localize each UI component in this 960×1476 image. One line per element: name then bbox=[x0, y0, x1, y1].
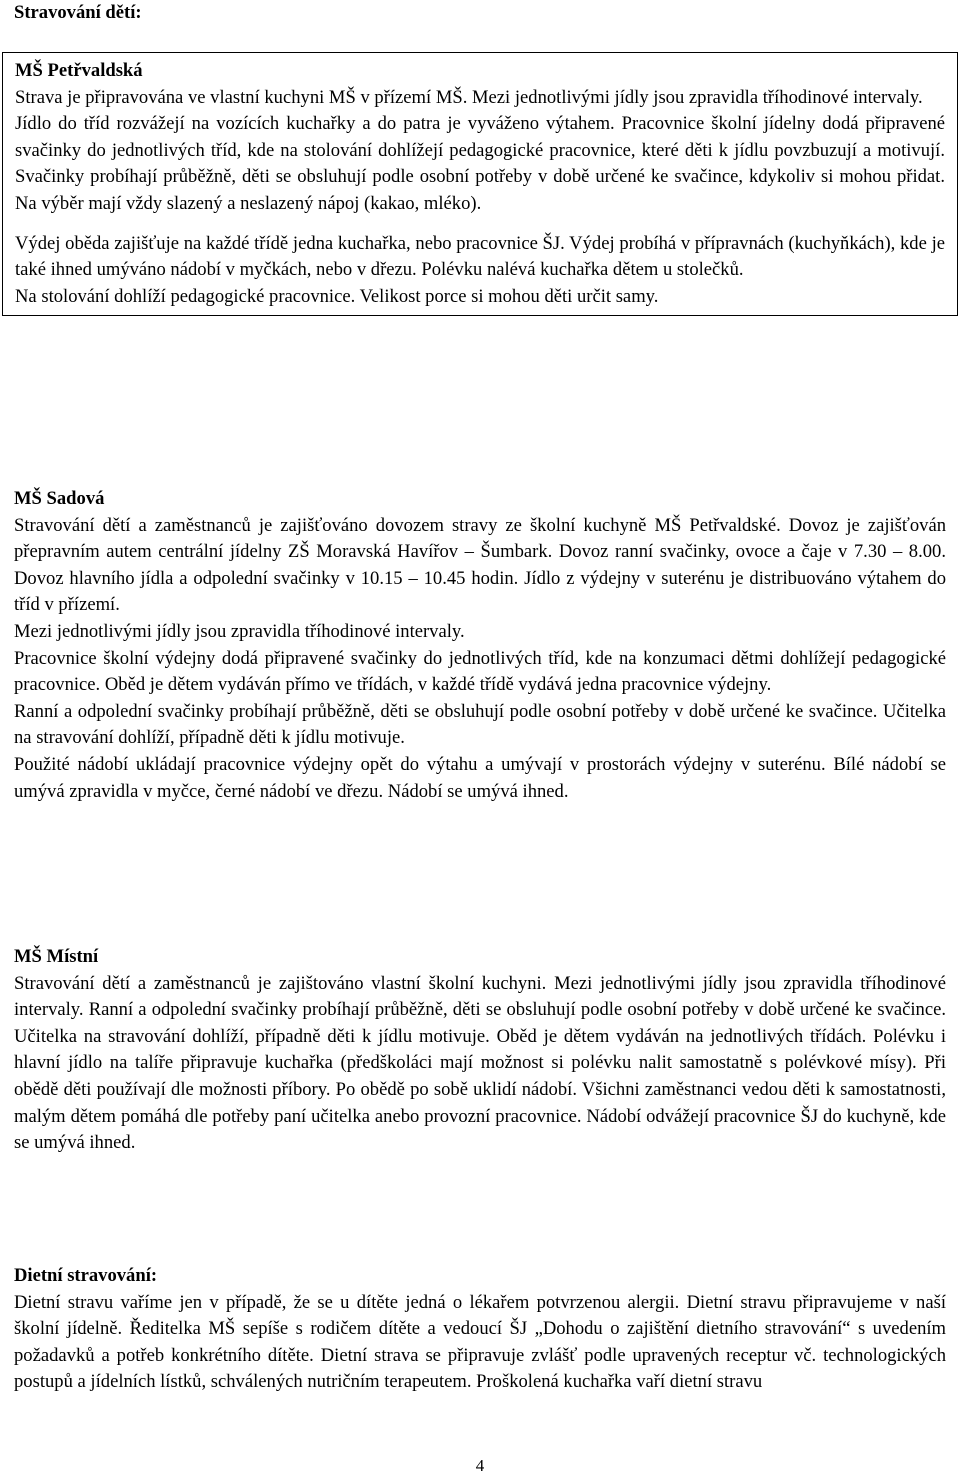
section-dietni-stravovani bbox=[14, 1263, 946, 1396]
section-title: MŠ Sadová bbox=[14, 488, 105, 509]
page-number: 4 bbox=[475, 1456, 485, 1475]
section-ms-mistni bbox=[14, 944, 946, 1157]
paragraph: Strava je připravována ve vlastní kuchyni MŠ v přízemí MŠ. Mezi jednotlivými jídly jsou zpravidla tříhodinové intervaly. bbox=[15, 86, 923, 108]
paragraph: Jídlo do tříd rozvážejí na vozících kuchařky a do patra je vyváženo výtahem. Pracovnice školní jídelny dodá připravené svačinky do jednotlivých tříd, kde na stolování dohlížejí pedagogické pracovnice, které děti k jídlu povzbuzují a motivují. Svačinky probíhají průběžně, děti se obsluhují podle osobní potřeby v době určené ke svačince, kdykoliv si mohou přidat. Na výběr mají vždy slazený a neslazený nápoj (kakao, mléko). bbox=[15, 113, 945, 214]
main-heading: Stravování dětí: bbox=[14, 2, 142, 23]
section-ms-petrvaldska bbox=[2, 52, 958, 316]
paragraph: Mezi jednotlivými jídly jsou zpravidla tříhodinové intervaly. bbox=[14, 620, 465, 642]
paragraph: Na stolování dohlíží pedagogické pracovnice. Velikost porce si mohou děti určit samy. bbox=[15, 285, 659, 307]
paragraph: Výdej oběda zajišťuje na každé třídě jedna kuchařka, nebo pracovnice ŠJ. Výdej probíhá v přípravnách (kuchyňkách), kde je také ihned umýváno nádobí v myčkách, nebo v dřezu. Polévku nalévá kuchařka dětem u stolečků. bbox=[15, 232, 945, 281]
paragraph: Ranní a odpolední svačinky probíhají průběžně, děti se obsluhují podle osobní potřeby v době určené ke svačince. Učitelka na stravování dohlíží, případně děti k jídlu motivuje. bbox=[14, 700, 946, 749]
paragraph: Stravování dětí a zaměstnanců je zajištováno vlastní školní kuchyni. Mezi jednotlivými jídly jsou zpravidla tříhodinové intervaly. Ranní a odpolední svačinky probíhají průběžně, děti se obsluhují podle osobní potřeby v době určené ke svačince. Učitelka na stravování dohlíží, případně děti k jídlu motivuje. Oběd je dětem vydáván na jednotlivých třídách. Polévku i hlavní jídlo na talíře připravuje kuchařka (předškoláci mají možnost si polévku nalit samostatně s polévkové mísy). Při obědě děti používají dle možnosti příbory. Po obědě po sobě uklidí nádobí. Všichni zaměstnanci vedou děti k samostatnosti, malým dětem pomáhá dle potřeby paní učitelka anebo provozní pracovnice. Nádobí odvážejí pracovnice ŠJ do kuchyně, kde se umývá ihned. bbox=[14, 972, 946, 1154]
paragraph: Stravování dětí a zaměstnanců je zajišťováno dovozem stravy ze školní kuchyně MŠ Petřvaldské. Dovoz je zajišťován přepravním autem centrální jídelny ZŠ Moravská Havířov – Šumbark. Dovoz ranní svačinky, ovoce a čaje v 7.30 – 8.00. Dovoz hlavního jídla a odpolední svačinky v 10.15 – 10.45 hodin. Jídlo z výdejny v suterénu je distribuováno výtahem do tříd v přízemí. bbox=[14, 514, 946, 616]
paragraph: Dietní stravu vaříme jen v případě, že se u dítěte jedná o lékařem potvrzenou alergii. Dietní stravu připravujeme v naší školní jídelně. Ředitelka MŠ sepíše s rodičem dítěte a vedoucí ŠJ „Dohodu o zajištění dietního stravování“ s uvedením požadavků a potřeb konkrétního dítěte. Dietní strava se připravuje zvlášť podle upravených receptur vč. technologických postupů a jídelních lístků, schválených nutričním terapeutem. Proškolená kuchařka vaří dietní stravu bbox=[14, 1291, 946, 1393]
section-title: MŠ Petřvaldská bbox=[15, 60, 143, 81]
section-ms-sadova bbox=[14, 486, 946, 805]
section-title: Dietní stravování: bbox=[14, 1265, 158, 1286]
section-title: MŠ Místní bbox=[14, 946, 99, 967]
paragraph: Pracovnice školní výdejny dodá připravené svačinky do jednotlivých tříd, kde na konzumaci dětmi dohlížejí pedagogické pracovnice. Oběd je dětem vydáván přímo ve třídách, v každé třídě vydává jedna pracovnice výdejny. bbox=[14, 647, 946, 696]
paragraph: Použité nádobí ukládají pracovnice výdejny opět do výtahu a umývají v prostorách výdejny v suterénu. Bílé nádobí se umývá zpravidla v myčce, černé nádobí ve dřezu. Nádobí se umývá ihned. bbox=[14, 753, 946, 802]
